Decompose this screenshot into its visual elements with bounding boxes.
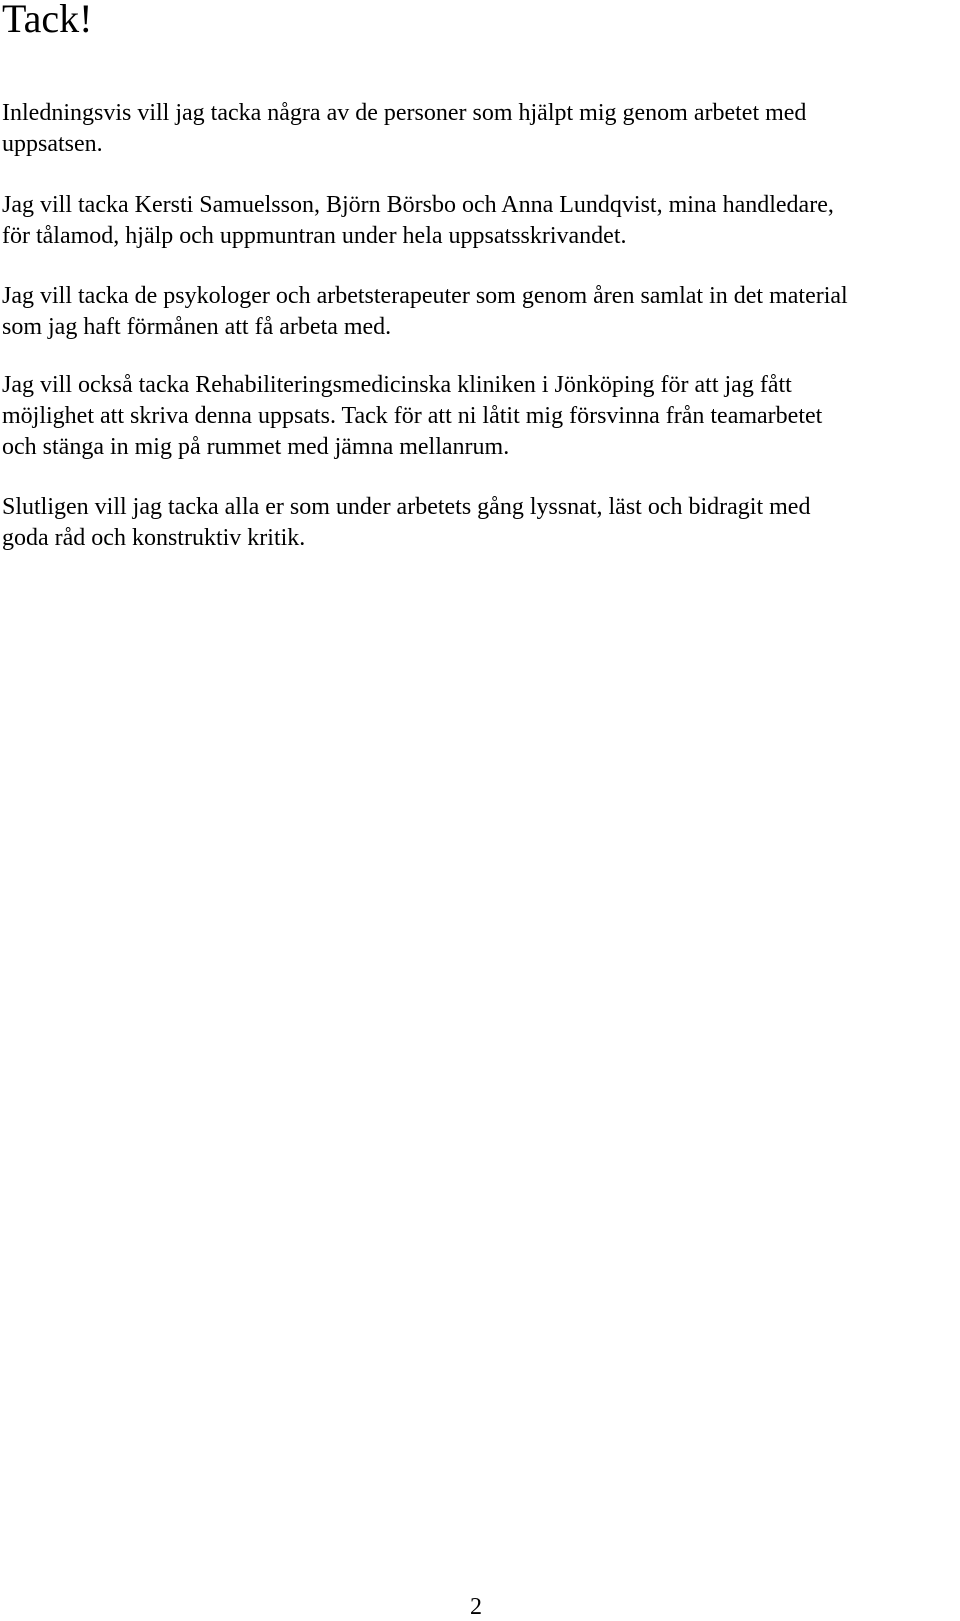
paragraph-line: för tålamod, hjälp och uppmuntran under hela uppsatsskrivandet. (2, 223, 627, 249)
paragraph-line: Jag vill tacka Kersti Samuelsson, Björn Börsbo och Anna Lundqvist, mina handledare, (2, 192, 834, 218)
paragraph-introduction (2, 98, 952, 160)
paragraph-line: möjlighet att skriva denna uppsats. Tack för att ni låtit mig försvinna från teamarbetet (2, 403, 823, 429)
paragraph-line: som jag haft förmånen att få arbeta med. (2, 314, 392, 340)
paragraph-line: Inledningsvis vill jag tacka några av de personer som hjälpt mig genom arbetet med (2, 100, 807, 126)
paragraph-line: och stänga in mig på rummet med jämna mellanrum. (2, 434, 510, 460)
paragraph-supervisors (2, 190, 952, 252)
paragraph-line: uppsatsen. (2, 131, 103, 157)
paragraph-line: Slutligen vill jag tacka alla er som under arbetets gång lyssnat, läst och bidragit med (2, 494, 811, 520)
paragraph-psychologists (2, 281, 952, 343)
paragraph-line: Jag vill också tacka Rehabiliteringsmedicinska kliniken i Jönköping för att jag fått (2, 372, 792, 398)
page-number: 2 (470, 1594, 482, 1620)
paragraph-closing (2, 492, 952, 554)
page-title: Tack! (2, 0, 93, 41)
paragraph-clinic (2, 370, 952, 463)
paragraph-line: Jag vill tacka de psykologer och arbetsterapeuter som genom åren samlat in det material (2, 283, 848, 309)
paragraph-line: goda råd och konstruktiv kritik. (2, 525, 306, 551)
